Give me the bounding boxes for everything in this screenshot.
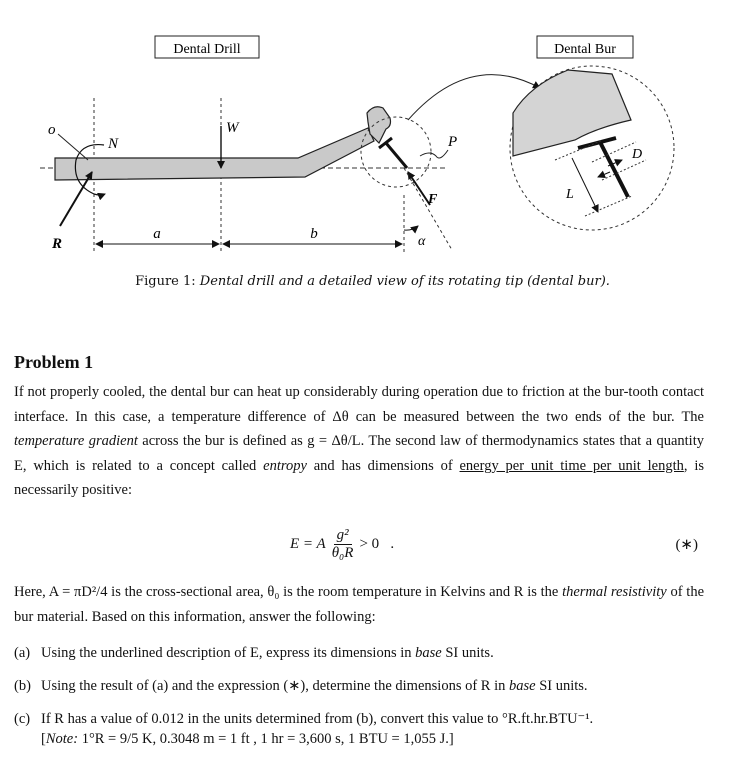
question-a [14,643,714,663]
problem-title: Problem 1 [14,352,94,372]
equation-star [0,523,745,567]
eq-tag: (∗) [675,537,698,553]
p-leader [420,150,448,158]
question-a-text-end: SI units. [441,645,494,661]
after-text-1: Here, A = πD²/4 is the cross-sectional area, θ₀ is the room temperature in Kelvins and R is the [14,584,563,600]
term-thermal-resistivity: thermal resistivity [562,584,667,600]
eq-lhs: E = A [290,536,326,552]
sym-N: N [108,136,119,152]
figure-drill-diagram [0,0,745,260]
intro-text-2: across the bur is defined as g = Δθ/L. The second law of thermodynamics states that a quantity E, which is related to a concept called [14,433,704,474]
sym-F: F [428,192,438,207]
intro-text-3: and has dimensions of [306,457,460,474]
question-a-text: Using the underlined description of E, express its dimensions in [41,645,416,661]
question-c-note: [Note: 1°R = 9/5 K, 0.3048 m = 1 ft , 1 hr = 3,600 s, 1 BTU = 1,055 J.] [41,731,454,747]
term-entropy: entropy [263,457,307,474]
bur-label: Dental Bur [554,42,616,57]
sym-P: P [448,134,458,150]
question-b-text-end: SI units. [535,678,588,694]
eq-rhs: > 0 . [359,536,395,552]
problem-after [14,580,704,629]
note-text: 1°R = 9/5 K, 0.3048 m = 1 ft , 1 hr = 3,600 s, 1 BTU = 1,055 J.] [81,731,454,747]
question-a-em: base [415,645,442,661]
sym-alpha: α [418,234,426,249]
term-temperature-gradient: temperature gradient [14,433,138,450]
sym-L: L [566,187,574,202]
alpha-line [404,168,452,250]
caption-prefix: Figure 1: [135,274,196,289]
dim-L-line [572,158,598,212]
question-c [14,709,714,749]
alpha-arc [404,226,418,230]
intro-text-4: , is necessarily positive: [14,457,705,499]
note-label: Note: [45,731,79,747]
sym-W: W [226,120,239,136]
eq-fraction [329,527,357,562]
caption-text: Dental drill and a detailed view of its rotating tip (dental bur). [199,274,610,289]
sym-R: R [52,236,63,252]
eq-numerator: g² [334,527,352,545]
dim-D-arrow [598,172,610,177]
question-b-label: (b) [14,678,31,694]
figure-caption [0,274,745,289]
underlined-description: energy per unit time per unit length [459,457,684,474]
drill-label: Dental Drill [173,42,241,57]
after-text-2: of the bur material. Based on this information, answer the following: [14,584,705,625]
question-a-label: (a) [14,645,31,661]
drill-handle [55,128,374,180]
eq-denominator: θ₀R [331,545,354,561]
question-b-em: base [509,678,536,694]
o-leader [58,134,88,160]
force-F-arrow [408,172,430,205]
sym-b: b [310,226,318,242]
question-b [14,676,714,696]
question-c-label: (c) [14,711,31,727]
detail-bur [600,142,628,197]
question-b-text: Using the result of (a) and the expression (∗), determine the dimensions of R in [41,678,509,694]
problem-intro [14,380,704,503]
question-c-text: If R has a value of 0.012 in the units determined from (b), convert this value to °R.ft.hr.BTU⁻¹. [41,711,594,727]
sym-o: o [48,122,56,138]
sym-D: D [632,147,643,162]
sym-a: a [153,226,161,242]
bur-tip [386,143,407,168]
dim-D-ext-1 [592,142,636,162]
intro-text-1: If not properly cooled, the dental bur can heat up considerably during operation due to friction at the bur-tooth contact interface. In this case, a temperature difference of Δθ can be measured between the two ends of the bur. The [14,384,704,425]
